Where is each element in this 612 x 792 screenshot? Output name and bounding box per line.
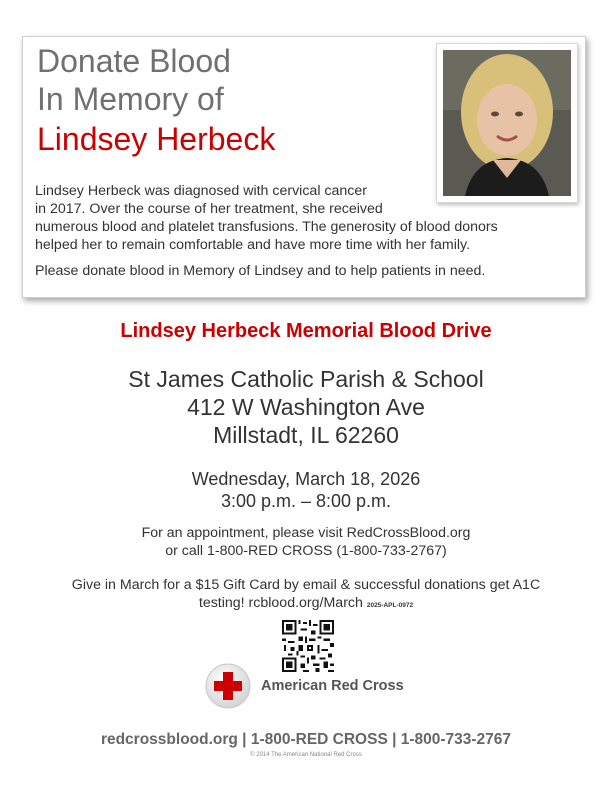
appeal-text: Please donate blood in Memory of Lindsey and to help patients in need. [35, 263, 486, 279]
appointment-line-1: For an appointment, please visit RedCrossBlood.org [141, 525, 471, 541]
org-name: American Red Cross [261, 678, 404, 694]
drive-title: Lindsey Herbeck Memorial Blood Drive [120, 320, 492, 342]
honoree-photo [436, 43, 578, 203]
red-cross-icon [204, 662, 252, 710]
promo-line-1: Give in March for a $15 Gift Card by email & successful donations get A1C [71, 577, 541, 593]
title-donate-blood: Donate Blood [37, 43, 231, 79]
memorial-card [22, 36, 586, 298]
footer-contact: redcrossblood.org | 1-800-RED CROSS | 1-800-733-2767 [100, 731, 512, 748]
appointment-line-2: or call 1-800-RED CROSS (1-800-733-2767) [165, 543, 447, 559]
qr-code[interactable] [282, 620, 334, 672]
title-in-memory-of: In Memory of [37, 81, 224, 117]
drive-time: 3:00 p.m. – 8:00 p.m. [220, 491, 392, 511]
promo-link[interactable]: testing! rcblood.org/March [198, 595, 363, 611]
bio-line-2: in 2017. Over the course of her treatment, she received [35, 201, 383, 217]
promo-code: 2025-APL-0972 [366, 602, 414, 609]
bio-line-1: Lindsey Herbeck was diagnosed with cervical cancer [35, 183, 367, 199]
promo-line-2 [0, 594, 612, 615]
street-address: 412 W Washington Ave [187, 394, 425, 420]
bio-line-4: helped her to remain comfortable and have more time with her family. [35, 237, 471, 253]
title-honoree-name: Lindsey Herbeck [37, 121, 276, 157]
drive-date: Wednesday, March 18, 2026 [191, 469, 421, 489]
copyright: © 2014 The American National Red Cross [250, 752, 362, 758]
portrait-image [443, 50, 571, 196]
bio-line-3: numerous blood and platelet transfusions. The generosity of blood donors [35, 219, 498, 235]
city-state-zip: Millstadt, IL 62260 [213, 422, 399, 448]
venue-name: St James Catholic Parish & School [128, 366, 484, 392]
